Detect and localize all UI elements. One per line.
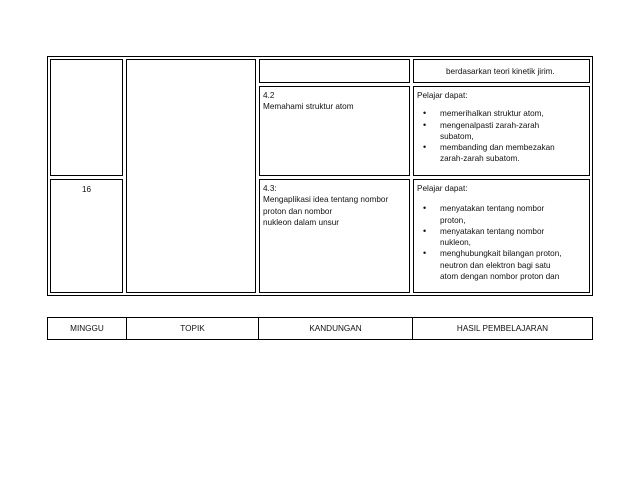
hasil-cell-row3 [413,179,590,293]
kandungan-cell-row3 [259,179,410,293]
minggu-cell-lower [50,179,123,293]
header-topik: TOPIK [126,317,259,340]
kandungan-text-4-3-line2: proton dan nombor [263,206,333,216]
kandungan-code-4-3: 4.3: [263,184,277,193]
hasil-cell-row1 [413,59,590,83]
kandungan-text-4-3-line3: nukleon dalam unsur [263,217,340,227]
hasil-heading: Pelajar dapat: [417,91,468,100]
kandungan-cell-row1 [259,59,410,83]
header-hasil-pembelajaran: HASIL PEMBELAJARAN [412,317,593,340]
kandungan-text-4-2: Memahami struktur atom [263,102,354,112]
list-item: • memerihalkan struktur atom, [417,108,587,119]
header-row-table [47,317,593,340]
topik-cell [126,59,256,293]
list-item: • menghubungkait bilangan proton, neutron dan elektron bagi satu atom dengan nombor proton dan [417,248,587,282]
list-item: • menyatakan tentang nombor nukleon, [417,226,587,249]
header-kandungan: KANDUNGAN [258,317,413,340]
minggu-value: 16 [81,185,92,194]
kandungan-text-4-3-line1: Mengaplikasi idea tentang nombor [263,195,389,205]
list-item: • membanding dan membezakan zarah-zarah subatom. [417,142,587,165]
header-minggu: MINGGU [47,317,127,340]
hasil-continuation-text: berdasarkan teori kinetik jirim. [446,67,555,76]
list-item: • menyatakan tentang nombor proton, [417,203,587,226]
list-item: • mengenalpasti zarah-zarah subatom, [417,120,587,143]
kandungan-cell-row2 [259,86,410,176]
hasil-cell-row2 [413,86,590,176]
hasil-heading: Pelajar dapat: [417,184,468,193]
kandungan-code-4-2: 4.2 [263,91,275,100]
minggu-cell-upper [50,59,123,176]
